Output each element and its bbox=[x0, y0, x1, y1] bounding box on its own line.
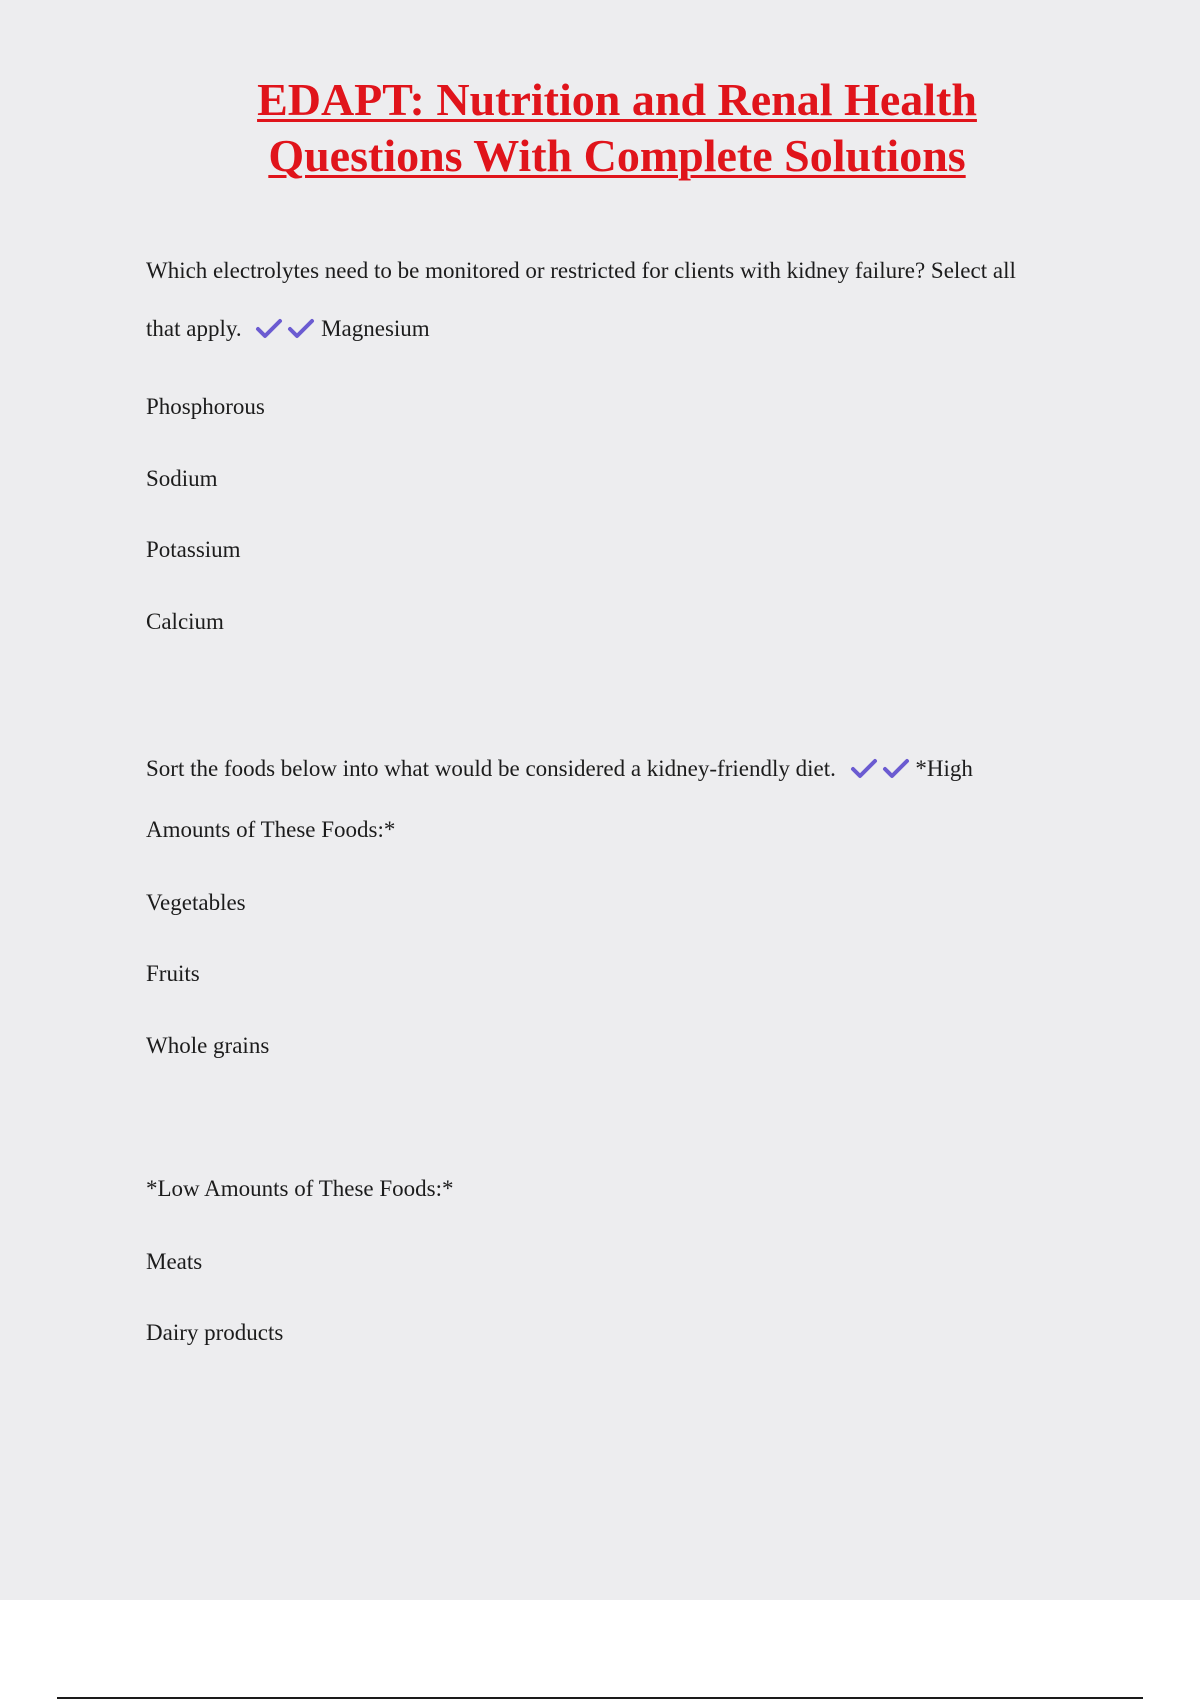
checkmark-icon bbox=[255, 317, 283, 339]
question-2-prompt: Sort the foods below into what would be considered a kidney-friendly diet. bbox=[146, 756, 836, 781]
high-food-item: Fruits bbox=[146, 961, 200, 986]
checkmark-icon bbox=[882, 757, 910, 779]
high-food-item: Vegetables bbox=[146, 890, 246, 915]
low-food-item: Meats bbox=[146, 1249, 203, 1274]
question-1-answer: Sodium bbox=[146, 466, 218, 491]
question-1-prompt-line-2 bbox=[146, 314, 430, 344]
high-amounts-heading: Amounts of These Foods:* bbox=[146, 817, 396, 842]
title-line-2: Questions With Complete Solutions bbox=[268, 130, 966, 181]
low-food-item: Dairy products bbox=[146, 1320, 284, 1345]
question-1-answer: Phosphorous bbox=[146, 394, 265, 419]
question-1-prompt-line-1: Which electrolytes need to be monitored or restricted for clients with kidney failure? Select all bbox=[146, 258, 1016, 283]
question-1-answer: Potassium bbox=[146, 537, 241, 562]
high-food-item: Whole grains bbox=[146, 1033, 270, 1058]
low-amounts-heading: *Low Amounts of These Foods:* bbox=[146, 1176, 454, 1201]
question-1-answer-first: Magnesium bbox=[321, 316, 430, 341]
document-title bbox=[0, 72, 1200, 184]
question-2-answer-start: *High bbox=[915, 756, 973, 781]
title-line-1: EDAPT: Nutrition and Renal Health bbox=[257, 74, 977, 125]
page-divider bbox=[57, 1697, 1143, 1699]
question-1-prompt-end: that apply. bbox=[146, 316, 242, 341]
question-2-prompt-line-1 bbox=[146, 754, 973, 784]
checkmark-icon bbox=[850, 757, 878, 779]
question-1-answer: Calcium bbox=[146, 609, 224, 634]
checkmark-icon bbox=[287, 317, 315, 339]
